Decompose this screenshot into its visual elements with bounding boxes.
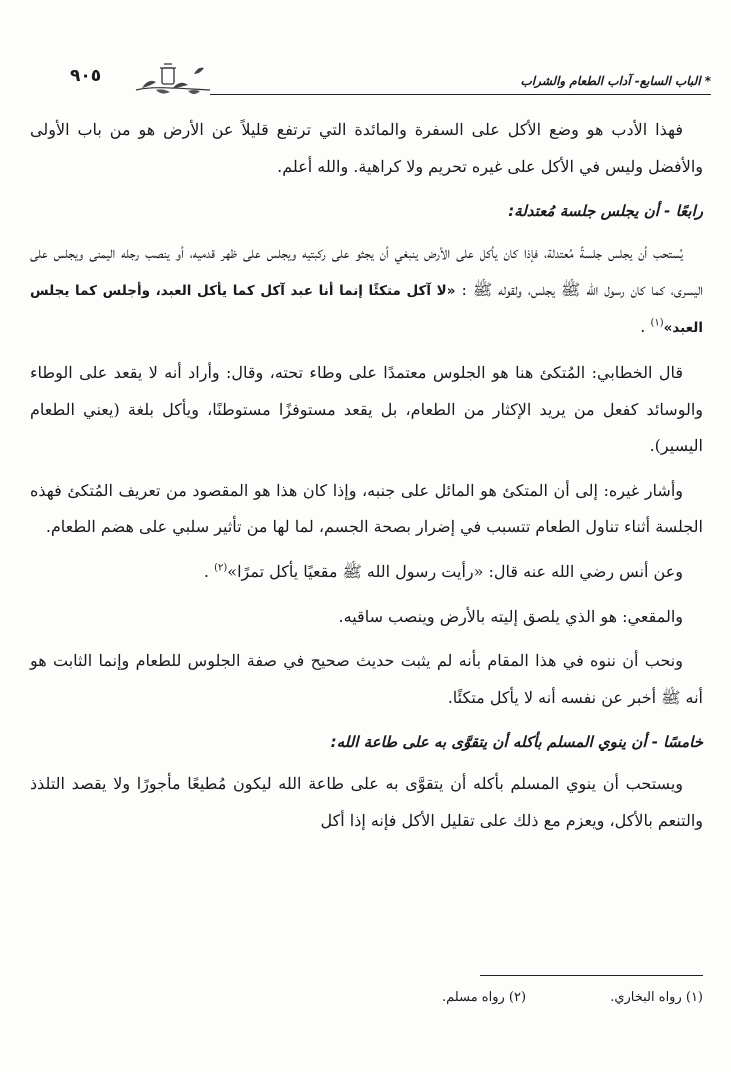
footnote-2: (٢) رواه مسلم. <box>442 990 527 1005</box>
page-header <box>70 60 711 98</box>
paragraph-text: يُستحب أن يجلس جلسةً مُعتدلة، فإذا كان يأكل على الأرض ينبغي أن يجثو على ركبتيه ويجلس على ظهر قدميه، أو ينصب رجله اليمنى ويجلس على اليسرى، كما كان رسول الله ﷺ يجلس، ولقوله ﷺ : <box>30 243 703 299</box>
paragraph-end: . <box>640 317 646 337</box>
header-rule <box>210 94 711 95</box>
running-head: * الباب السابع- آداب الطعام والشراب <box>520 74 711 88</box>
paragraph: وأشار غيره: إلى أن المتكئ هو المائل على جنبه، وإذا كان هذا هو المقصود من تعريف المُتكئ فهذه الجلسة أثناء تناول الطعام تتسبب في إضرار بصحة الجسم، لما لها من تأثير سلبي على هضم الطعام. <box>30 480 703 537</box>
paragraph: والمقعي: هو الذي يلصق إليته بالأرض وينصب ساقيه. <box>338 606 683 626</box>
paragraph-end: . <box>203 561 210 581</box>
footnote-ref: (٢) <box>214 562 228 574</box>
footnote-rule <box>480 975 703 976</box>
floral-ornament-icon <box>132 60 212 98</box>
footnote-1: (١) رواه البخاري. <box>610 990 703 1005</box>
paragraph: قال الخطابي: المُتكئ هنا هو الجلوس معتمدًا على وطاء تحته، وقال: وأراد أنه لا يقعد على الوطاء والوسائد كفعل من يريد الإكثار من الطعام، بل يقعد مستوفزًا مستوطنًا، ويأكل بلغة (يعني الطعام اليسير). <box>30 362 703 456</box>
footnotes <box>30 990 703 1005</box>
paragraph <box>30 235 703 347</box>
paragraph-text: وعن أنس رضي الله عنه قال: «رأيت رسول الله ﷺ مقعيًا يأكل تمرًا» <box>227 561 683 581</box>
hadith-quote: «لا آكل متكئًا إنما أنا عبد آكل كما يأكل العبد، وأجلس كما يجلس العبد» <box>30 282 703 337</box>
page-number: ٩٠٥ <box>70 66 102 86</box>
section-heading-4: رابعًا - أن يجلس جلسة مُعتدلة: <box>508 202 703 221</box>
paragraph: ويستحب أن ينوي المسلم بأكله أن يتقوَّى به على طاعة الله ليكون مُطيعًا مأجورًا ولا يقصد التلذذ والتنعم بالأكل، ويعزم مع ذلك على تقليل الأكل فإنه إذا أكل <box>30 774 703 830</box>
paragraph: ونحب أن ننوه في هذا المقام بأنه لم يثبت حديث صحيح في صفة الجلوس للطعام وإنما الثابت هو أنه ﷺ أخبر عن نفسه أنه لا يأكل متكئًا. <box>30 651 703 707</box>
section-heading-5: خامسًا - أن ينوي المسلم بأكله أن يتقوَّى به على طاعة الله: <box>330 733 703 752</box>
paragraph <box>30 554 703 591</box>
paragraph: فهذا الأدب هو وضع الأكل على السفرة والمائدة التي ترتفع قليلاً عن الأرض هو من باب الأولى والأفضل وليس في الأكل على غيره تحريم ولا كراهية. والله أعلم. <box>30 120 703 176</box>
footnote-ref: (١) <box>650 318 664 330</box>
page-body <box>30 112 703 848</box>
